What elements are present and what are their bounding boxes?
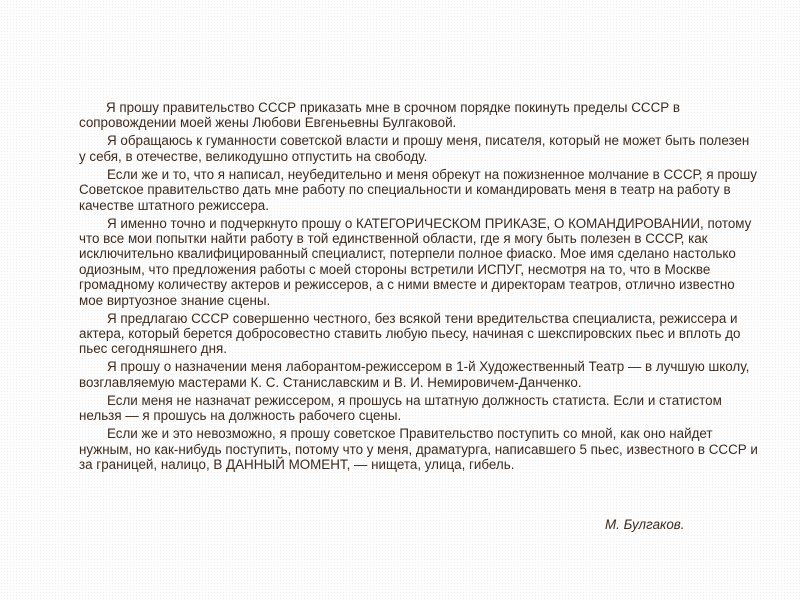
- letter-paragraph-2: Я обращаюсь к гуманности советской власти и прошу меня, писателя, который не может быть полезен у себя, в отечестве, великодушно отпустить на свободу.: [79, 133, 750, 164]
- letter-paragraph-7: Если меня не назначат режиссером, я прошусь на штатную должность статиста. Если и статистом нельзя — я прошусь на должность рабочего сцены.: [79, 392, 722, 424]
- letter-paragraph-3: Если же и то, что я написал, неубедительно и меня обрекут на пожизненное молчание в СССР, я прошу Советское правительство дать мне работу по специальности и командировать меня в театр на работу в качестве штатного режиссера.: [79, 166, 757, 213]
- letter-paragraph-1: Я прошу правительство СССР приказать мне в срочном порядке покинуть пределы СССР в сопровождении моей жены Любови Евгеньевны Булгаковой.: [79, 100, 681, 131]
- letter-paragraph-8: Если же и это невозможно, я прошу советское Правительство поступить со мной, как оно найдет нужным, но как-нибудь поступить, потому что у меня, драматурга, написавшего 5 пьес, известного в СССР и за границей, налицо, В ДАННЫЙ МОМЕНТ, — нищета, улица, гибель.: [79, 426, 758, 473]
- letter-paragraph-4: Я именно точно и подчеркнуто прошу о КАТЕГОРИЧЕСКОМ ПРИКАЗЕ, О КОМАНДИРОВАНИИ, потому что все мои попытки найти работу в той единственной области, где я могу быть полезен в СССР, как исключительно квалифицированный специалист, потерпели полное фиаско. Мое имя сделано настолько одиозным, что предложения работы с моей стороны встретили ИСПУГ, несмотря на то, что в Москве громадному количеству актеров и режиссеров, а с ними вместе и директорам театров, отлично известно мое виртуозное знание сцены.: [79, 215, 752, 308]
- signature: М. Булгаков.: [605, 517, 685, 532]
- letter-body: [79, 100, 759, 475]
- letter-paragraph-5: Я предлагаю СССР совершенно честного, без всякой тени вредительства специалиста, режиссера и актера, который берется добросовестно ставить любую пьесу, начиная с шекспировских пьес и вплоть до пьес сегодняшнего дня.: [79, 310, 741, 357]
- letter-paragraph-6: Я прошу о назначении меня лаборантом-режиссером в 1-й Художественный Театр — в лучшую школу, возглавляемую мастерами К. С. Станиславским и В. И. Немировичем-Данченко.: [79, 359, 750, 390]
